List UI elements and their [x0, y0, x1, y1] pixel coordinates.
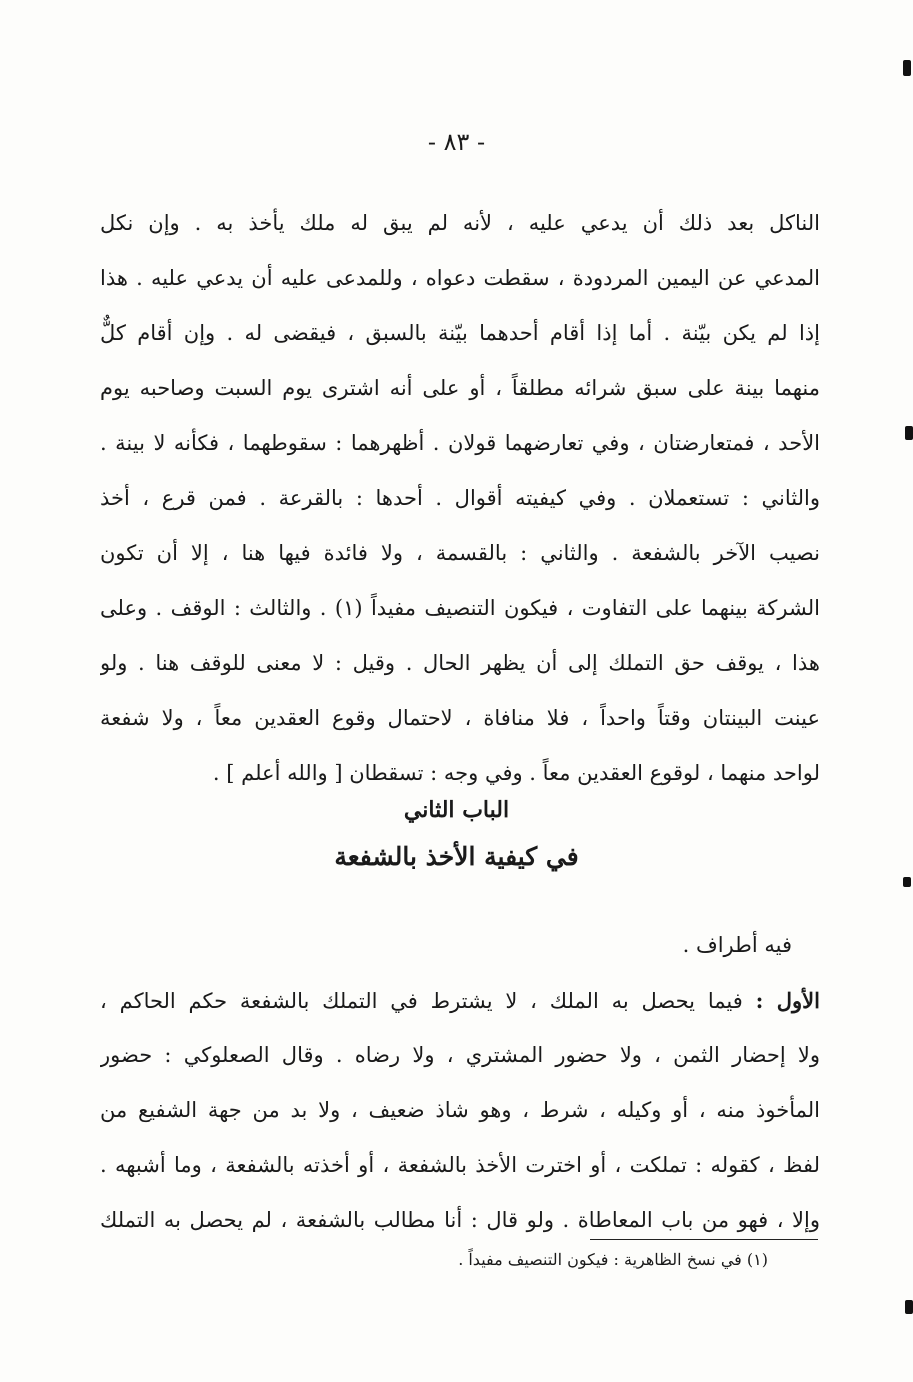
- text-line: منهما بينة على سبق شرائه مطلقاً ، أو على أنه اشترى يوم السبت وصاحبه يوم: [100, 376, 820, 400]
- chapter-label: الباب الثاني: [403, 797, 510, 823]
- text-line: هذا ، يوقف حق التملك إلى أن يظهر الحال . وقيل : لا معنى للوقف هنا . ولو: [100, 651, 820, 675]
- scan-edge-mark: [903, 877, 911, 887]
- paragraph-1: [100, 196, 820, 801]
- text-line: المدعي عن اليمين المردودة ، سقطت دعواه ، وللمدعى عليه أن يدعي عليه . هذا: [100, 266, 820, 290]
- scan-edge-mark: [903, 60, 911, 76]
- text-line: عينت البينتان وقتاً واحداً ، فلا منافاة ، لاحتمال وقوع العقدين معاً ، ولا شفعة: [100, 706, 820, 730]
- text-line: المأخوذ منه ، أو وكيله ، شرط ، وهو شاذ ضعيف ، ولا بد من جهة الشفيع من: [100, 1098, 820, 1122]
- text-line: والثاني : تستعملان . وفي كيفيته أقوال . أحدها : بالقرعة . فمن قرع ، أخذ: [100, 486, 820, 510]
- text-line: نصيب الآخر بالشفعة . والثاني : بالقسمة ، ولا فائدة فيها هنا ، إلا أن تكون: [100, 541, 820, 565]
- text-line: ولا إحضار الثمن ، ولا حضور المشتري ، ولا رضاه . وقال الصعلوكي : حضور: [100, 1043, 820, 1067]
- page-number: - ٨٣ -: [427, 128, 486, 156]
- text-line: لواحد منهما ، لوقوع العقدين معاً . وفي وجه : تسقطان [ والله أعلم ] .: [212, 761, 820, 785]
- footnote: (١) في نسخ الظاهرية : فيكون التنصيف مفيداً .: [458, 1250, 768, 1269]
- text-line: وإلا ، فهو من باب المعاطاة . ولو قال : أنا مطالب بالشفعة ، لم يحصل به التملك: [100, 1208, 820, 1232]
- text-line: الأحد ، فمتعارضتان ، وفي تعارضهما قولان . أظهرهما : سقوطهما ، فكأنه لا بينة .: [100, 431, 820, 455]
- text-line: إذا لم يكن بيّنة . أما إذا أقام أحدهما بيّنة بالسبق ، فيقضى له . وإن أقام كلٌّ: [100, 321, 820, 345]
- text-line: [100, 973, 820, 1028]
- text-line-rest: فيما يحصل به الملك ، لا يشترط في التملك بالشفعة حكم الحاكم ،: [100, 989, 756, 1013]
- scan-edge-mark: [905, 426, 913, 440]
- chapter-title: في كيفية الأخذ بالشفعة: [334, 842, 579, 871]
- section-lead: الأول :: [755, 988, 820, 1013]
- paragraph-2: [100, 918, 820, 1248]
- scan-edge-mark: [905, 1300, 913, 1314]
- text-line: الناكل بعد ذلك أن يدعي عليه ، لأنه لم يبق له ملك يأخذ به . وإن نكل: [100, 211, 820, 235]
- text-line: الشركة بينهما على التفاوت ، فيكون التنصيف مفيداً (١) . والثالث : الوقف . وعلى: [100, 596, 820, 620]
- intro-line: فيه أطراف .: [682, 933, 792, 957]
- text-line: لفظ ، كقوله : تملكت ، أو اخترت الأخذ بالشفعة ، أو أخذته بالشفعة ، وما أشبهه .: [100, 1153, 820, 1177]
